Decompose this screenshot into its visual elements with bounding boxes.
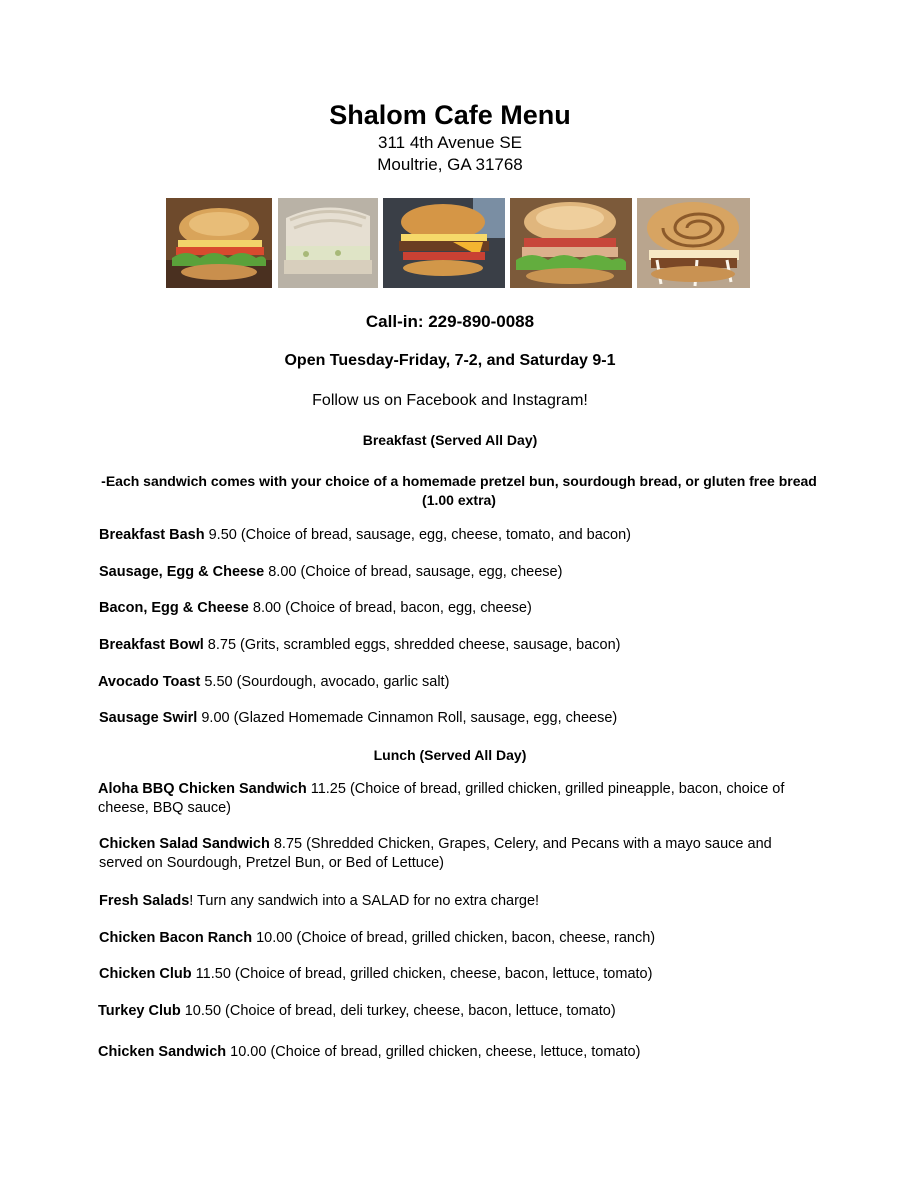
item-name: Turkey Club [98,1003,181,1019]
chicken-salad-sandwich-photo [278,198,378,288]
menu-item [99,636,819,655]
item-description: 8.75 (Grits, scrambled eggs, shredded cheese, sausage, bacon) [203,637,621,653]
item-description: 10.00 (Choice of bread, grilled chicken, bacon, cheese, ranch) [252,930,656,946]
breakfast-heading: Breakfast (Served All Day) [362,432,538,448]
item-description: 8.00 (Choice of bread, bacon, egg, cheese) [248,600,532,616]
menu-item [98,673,818,692]
item-description: 8.75 (Shredded Chicken, Grapes, Celery, and Pecans with a mayo sauce and served on Sourdough, Pretzel Bun, or Bed of Lettuce) [99,836,772,871]
bbq-chicken-sandwich-photo [510,198,632,288]
address-line-1: 311 4th Avenue SE [378,133,522,152]
menu-item [99,965,819,984]
address-line-2: Moultrie, GA 31768 [377,155,523,174]
menu-item [98,1002,818,1021]
item-description: 11.25 (Choice of bread, grilled chicken, grilled pineapple, bacon, choice of cheese, BBQ sauce) [98,781,785,816]
item-name: Chicken Club [99,966,192,982]
item-description: ! Turn any sandwich into a SALAD for no extra charge! [189,893,540,909]
item-name: Breakfast Bash [99,527,205,543]
item-name: Sausage, Egg & Cheese [99,564,265,580]
club-sandwich-photo [166,198,272,288]
menu-item [98,1043,818,1062]
social-follow-note: Follow us on Facebook and Instagram! [312,392,588,409]
item-description: 9.00 (Glazed Homemade Cinnamon Roll, sausage, egg, cheese) [197,710,618,726]
item-name: Breakfast Bowl [99,637,204,653]
menu-item [99,929,819,948]
item-description: 5.50 (Sourdough, avocado, garlic salt) [200,674,450,690]
breakfast-sandwich-photo [383,198,505,288]
menu-item [99,563,819,582]
menu-item [99,892,819,911]
item-name: Fresh Salads [99,893,190,909]
item-description: 10.00 (Choice of bread, grilled chicken, cheese, lettuce, tomato) [226,1044,641,1060]
menu-item [98,780,818,818]
menu-item [99,526,819,545]
item-name: Sausage Swirl [99,710,198,726]
item-name: Avocado Toast [98,674,201,690]
item-description: 9.50 (Choice of bread, sausage, egg, cheese, tomato, and bacon) [204,527,631,543]
item-name: Aloha BBQ Chicken Sandwich [98,781,307,797]
sausage-swirl-photo [637,198,750,288]
item-description: 10.50 (Choice of bread, deli turkey, cheese, bacon, lettuce, tomato) [180,1003,616,1019]
item-description: 8.00 (Choice of bread, sausage, egg, cheese) [264,564,563,580]
item-name: Bacon, Egg & Cheese [99,600,249,616]
item-name: Chicken Sandwich [98,1044,227,1060]
menu-item [99,835,819,873]
call-in-phone: Call-in: 229-890-0088 [365,312,535,331]
lunch-heading: Lunch (Served All Day) [373,747,527,763]
opening-hours: Open Tuesday-Friday, 7-2, and Saturday 9-1 [284,352,616,369]
menu-item [99,599,819,618]
item-description: 11.50 (Choice of bread, grilled chicken, cheese, bacon, lettuce, tomato) [191,966,653,982]
menu-item [99,709,819,728]
item-name: Chicken Salad Sandwich [99,836,270,852]
bread-choice-note: -Each sandwich comes with your choice of a homemade pretzel bun, sourdough bread, or gluten free bread (1.00 extra) [101,473,817,508]
item-name: Chicken Bacon Ranch [99,930,253,946]
menu-title: Shalom Cafe Menu [329,100,571,130]
